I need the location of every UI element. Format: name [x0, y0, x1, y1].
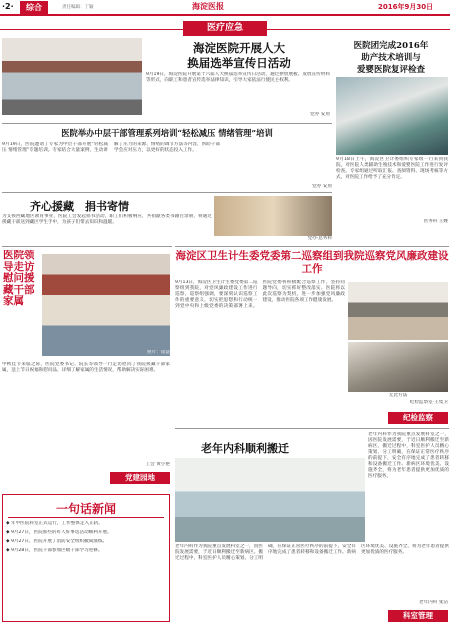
article2-title-1: 医院团完成2016年 [353, 41, 429, 51]
sidebar-aid-caption: 照片：徐慧 [147, 350, 170, 355]
inspection-title: 海淀区卫生计生委党委第二巡察组到我院巡察党风廉政建设工作 [175, 250, 449, 275]
article1-title-1: 海淀医院开展人大 [193, 41, 285, 55]
article3-body: 9月19日，医院邀请了专家为中层干部开展“轻松减压 情绪管理”专题培训。专家结合大量案例，生动讲解了压力的来源、情绪的调节方法等内容，帮助干部学会应对压力，以更好的状态投入工作。 [2, 142, 220, 153]
news-list [6, 521, 166, 619]
article2-title-2: 助产技术培训与 [361, 53, 421, 63]
inspection-tag: 纪检监察 [388, 412, 448, 424]
news-item: ◆ 年甲医院科室正式运行，工作整体走入正轨。 [6, 521, 103, 526]
inspection-body: 9月13日，海淀区卫生计生委党委第二巡察组到我院，对党风廉政建设工作进行巡察。巡察组强调，要深刻认识巡察工作的重要意义，切实把思想和行动统一到党中央和上级党委的决策部署上来。医院党委将积极配合巡察工作，坚持问题导向，切实抓好整改落实。医院将以此次巡察为契机，进一步加强党风廉政建设，推动医院各项工作健康发展。 [175, 280, 345, 309]
geriatric-title: 老年内科顺利搬迁 [201, 442, 289, 455]
editor-line: 责任编辑：丁颖 [62, 5, 94, 10]
sidebar-aid-photo [42, 254, 170, 356]
paper-name: 海淀医报 [192, 1, 224, 11]
geriatric-body-right: 老年内科作为我院重点发展科室之一，因医院发展需要，于近日顺利搬迁至新病区。搬迁过程中，科室医护人员精心策划、分工明确，在保证正常医疗秩序的前提下，安全有序地完成了患者转移和设备搬迁工作。新病区环境优美、设施齐全，将为老年患者提供更加优质的医疗服务。 [368, 432, 449, 479]
news-heading: 一句话新闻 [55, 502, 116, 516]
news-item: ◆ 9月27日，医院那些的好人好事选活动顺利开展。 [6, 530, 112, 535]
inspection-photo-2 [348, 342, 448, 392]
news-heading-rule [8, 517, 164, 518]
page-number: ·2· [2, 2, 14, 11]
inspection-caption: 无比方法 [388, 393, 408, 398]
geriatric-divider [175, 428, 449, 429]
issue-date: 2016年9月30日 [378, 3, 434, 11]
header-rule [0, 14, 450, 16]
article3-author: 党办 安煎 [312, 184, 332, 189]
news-item: ◆ 9月28日，医院干部参加区级干部学习进修。 [6, 548, 103, 553]
news-item: ◆ 9月27日，医院开展了消防安全组织撤离演练。 [6, 539, 108, 544]
sidebar-aid-body: 中秋佳节来临之际，医院党委书记、院长等领导一行走访慰问了我院援藏干部家属，送上节日祝福和慰问品，详细了解家属的生活情况，帮助解决实际困难。 [2, 362, 170, 373]
geriatric-body: 老年内科作为我院重点发展科室之一，因医院发展需要，于近日顺利搬迁至新病区。搬迁过程中，科室医护人员精心策划、分工明确，在保证正常医疗秩序的前提下，安全有序地完成了患者转移和设备搬迁工作。新病区环境优美、设施齐全，将为老年患者提供更加优质的医疗服务。 [175, 544, 449, 561]
article2-body: 9月18日上午，海淀区卫计委组织专家组一行来到我院，对医院人类辅助生殖技术和爱婴医院工作进行复评检查。专家组通过听取汇报、查阅资料、现场考核等方式，对医院工作给予了充分肯定。 [336, 157, 448, 180]
article1-photo [2, 38, 142, 115]
geriatric-photo [175, 458, 365, 542]
geriatric-tag: 科室管理 [388, 610, 448, 622]
page-header [0, 0, 450, 14]
article4-title: 齐心援藏 捐书寄情 [30, 200, 129, 213]
article1-body: 9月19日，海淀医院开展第十六届人大换届选举宣传日活动，通过摆放展板、发放宣传材料等形式，向职工和患者宣传选举法律知识，引导大家依法行使民主权利。 [146, 72, 330, 83]
article4-photo [214, 196, 332, 236]
article4-author: 党办·总务科 [307, 236, 332, 241]
geriatric-author: 老年内科 张洁 [418, 600, 448, 605]
article1-title-2: 换届选举宣传日活动 [187, 56, 291, 70]
article2-photo [336, 77, 448, 155]
sidebar-aid-title: 医院领导走访慰问援藏干部家属 [3, 250, 35, 307]
section-label: 综合 [20, 1, 48, 14]
sidebar-aid-tag: 党建园地 [110, 472, 170, 484]
inspection-author: 纪检监察室·王集卫 [409, 400, 448, 405]
article2-title-3: 爱婴医院复评检查 [356, 65, 425, 75]
article3-divider [2, 123, 332, 124]
inspection-divider [175, 246, 449, 247]
article4-divider [2, 192, 332, 193]
article2-author: 医务科 王娷 [423, 219, 448, 224]
inspection-photo-1 [348, 282, 448, 340]
article1-author: 党办 安煎 [310, 112, 330, 117]
sidebar-aid-author: 工会 黄小艳 [145, 462, 170, 467]
sidebar-divider [2, 246, 172, 247]
article4-body: 为支援西藏地区教育事业，医院工会发起捐书活动，职工们积极响应，共捐献各类书籍百余册，将通过援藏干部送到藏区学生手中，为孩子们带去知识和温暖。 [2, 214, 212, 225]
article3-title: 医院举办中层干部管理系列培训“轻松减压 情绪管理”培训 [61, 128, 273, 138]
banner-label: 医疗应急 [183, 21, 267, 36]
